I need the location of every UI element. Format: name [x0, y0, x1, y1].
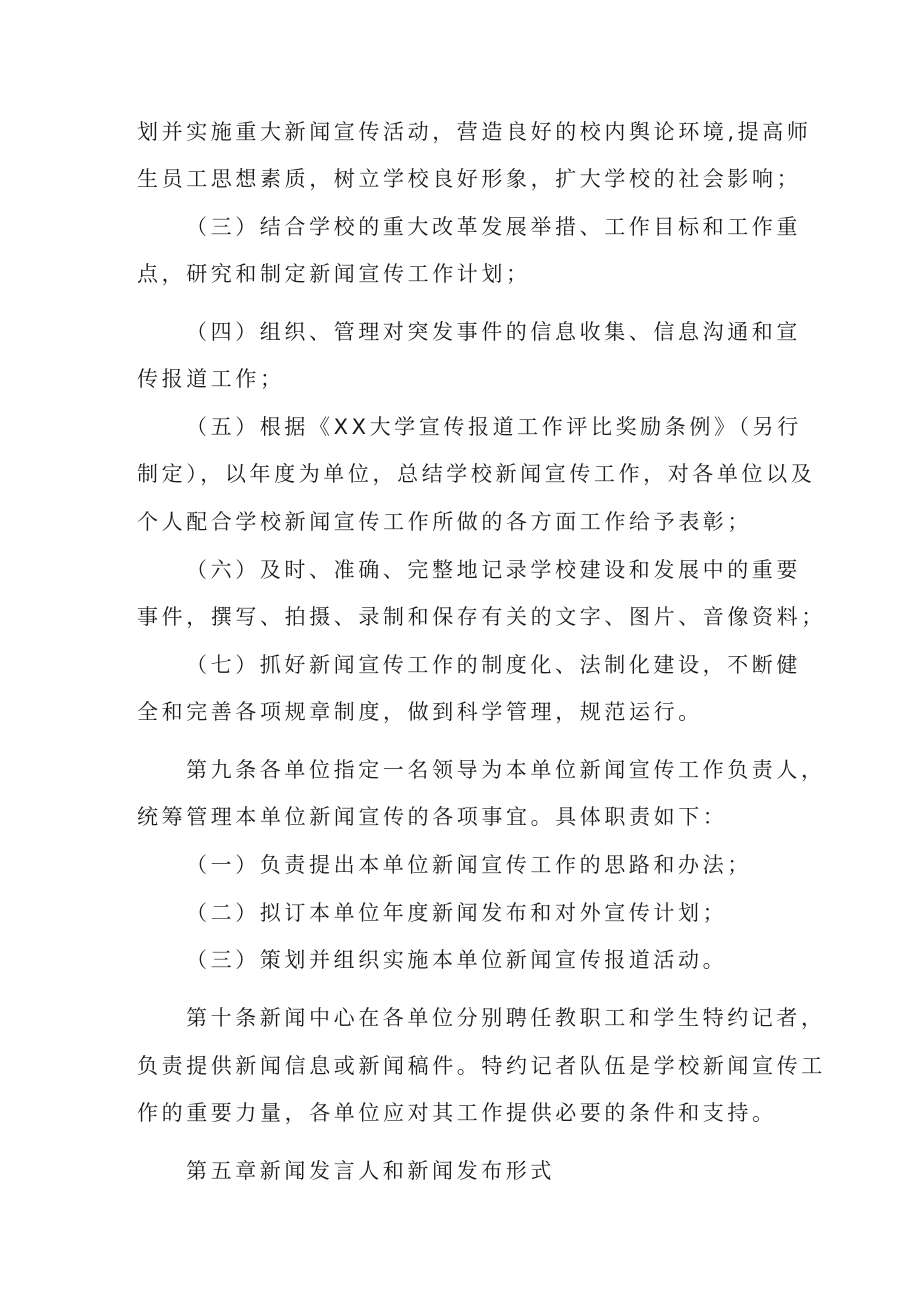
text-line: 统筹管理本单位新闻宣传的各项事宜。具体职责如下： — [137, 805, 728, 829]
text-line: 事件，撰写、拍摄、录制和保存有关的文字、图片、音像资料； — [137, 605, 826, 629]
text-line: 全和完善各项规章制度，做到科学管理，规范运行。 — [137, 700, 703, 724]
text-line: 个人配合学校新闻宣传工作所做的各方面工作给予表彰； — [137, 510, 752, 534]
list-item-2: （二）拟订本单位年度新闻发布和对外宣传计划； — [186, 901, 728, 925]
article-10-heading: 第十条新闻中心在各单位分别聘任教职工和学生特约记者， — [186, 1006, 826, 1030]
list-item-3: （三）结合学校的重大改革发展举措、工作目标和工作重 — [186, 215, 801, 239]
list-item-4: （四）组织、管理对突发事件的信息收集、信息沟通和宣 — [186, 320, 801, 344]
text-line: 点，研究和制定新闻宣传工作计划； — [137, 262, 531, 286]
text-line: 负责提供新闻信息或新闻稿件。特约记者队伍是学校新闻宣传工 — [137, 1054, 826, 1078]
chapter-5-heading: 第五章新闻发言人和新闻发布形式 — [186, 1159, 555, 1183]
list-item-5: （五）根据《XX大学宣传报道工作评比奖励条例》（另行 — [186, 415, 802, 439]
text-line: 传报道工作； — [137, 367, 285, 391]
text-line: 制定），以年度为单位，总结学校新闻宣传工作，对各单位以及 — [137, 462, 816, 486]
article-9-heading: 第九条各单位指定一名领导为本单位新闻宣传工作负责人， — [186, 758, 826, 782]
text-line: 作的重要力量，各单位应对其工作提供必要的条件和支持。 — [137, 1101, 777, 1125]
list-item-7: （七）抓好新闻宣传工作的制度化、法制化建设，不断健 — [186, 653, 801, 677]
text-line: 划并实施重大新闻宣传活动，营造良好的校内舆论环境,提高师 — [137, 120, 812, 144]
list-item-1: （一）负责提出本单位新闻宣传工作的思路和办法； — [186, 853, 752, 877]
text-line: 生员工思想素质，树立学校良好形象，扩大学校的社会影响； — [137, 167, 802, 191]
list-item-6: （六）及时、准确、完整地记录学校建设和发展中的重要 — [186, 558, 801, 582]
list-item-3b: （三）策划并组织实施本单位新闻宣传报道活动。 — [186, 948, 728, 972]
